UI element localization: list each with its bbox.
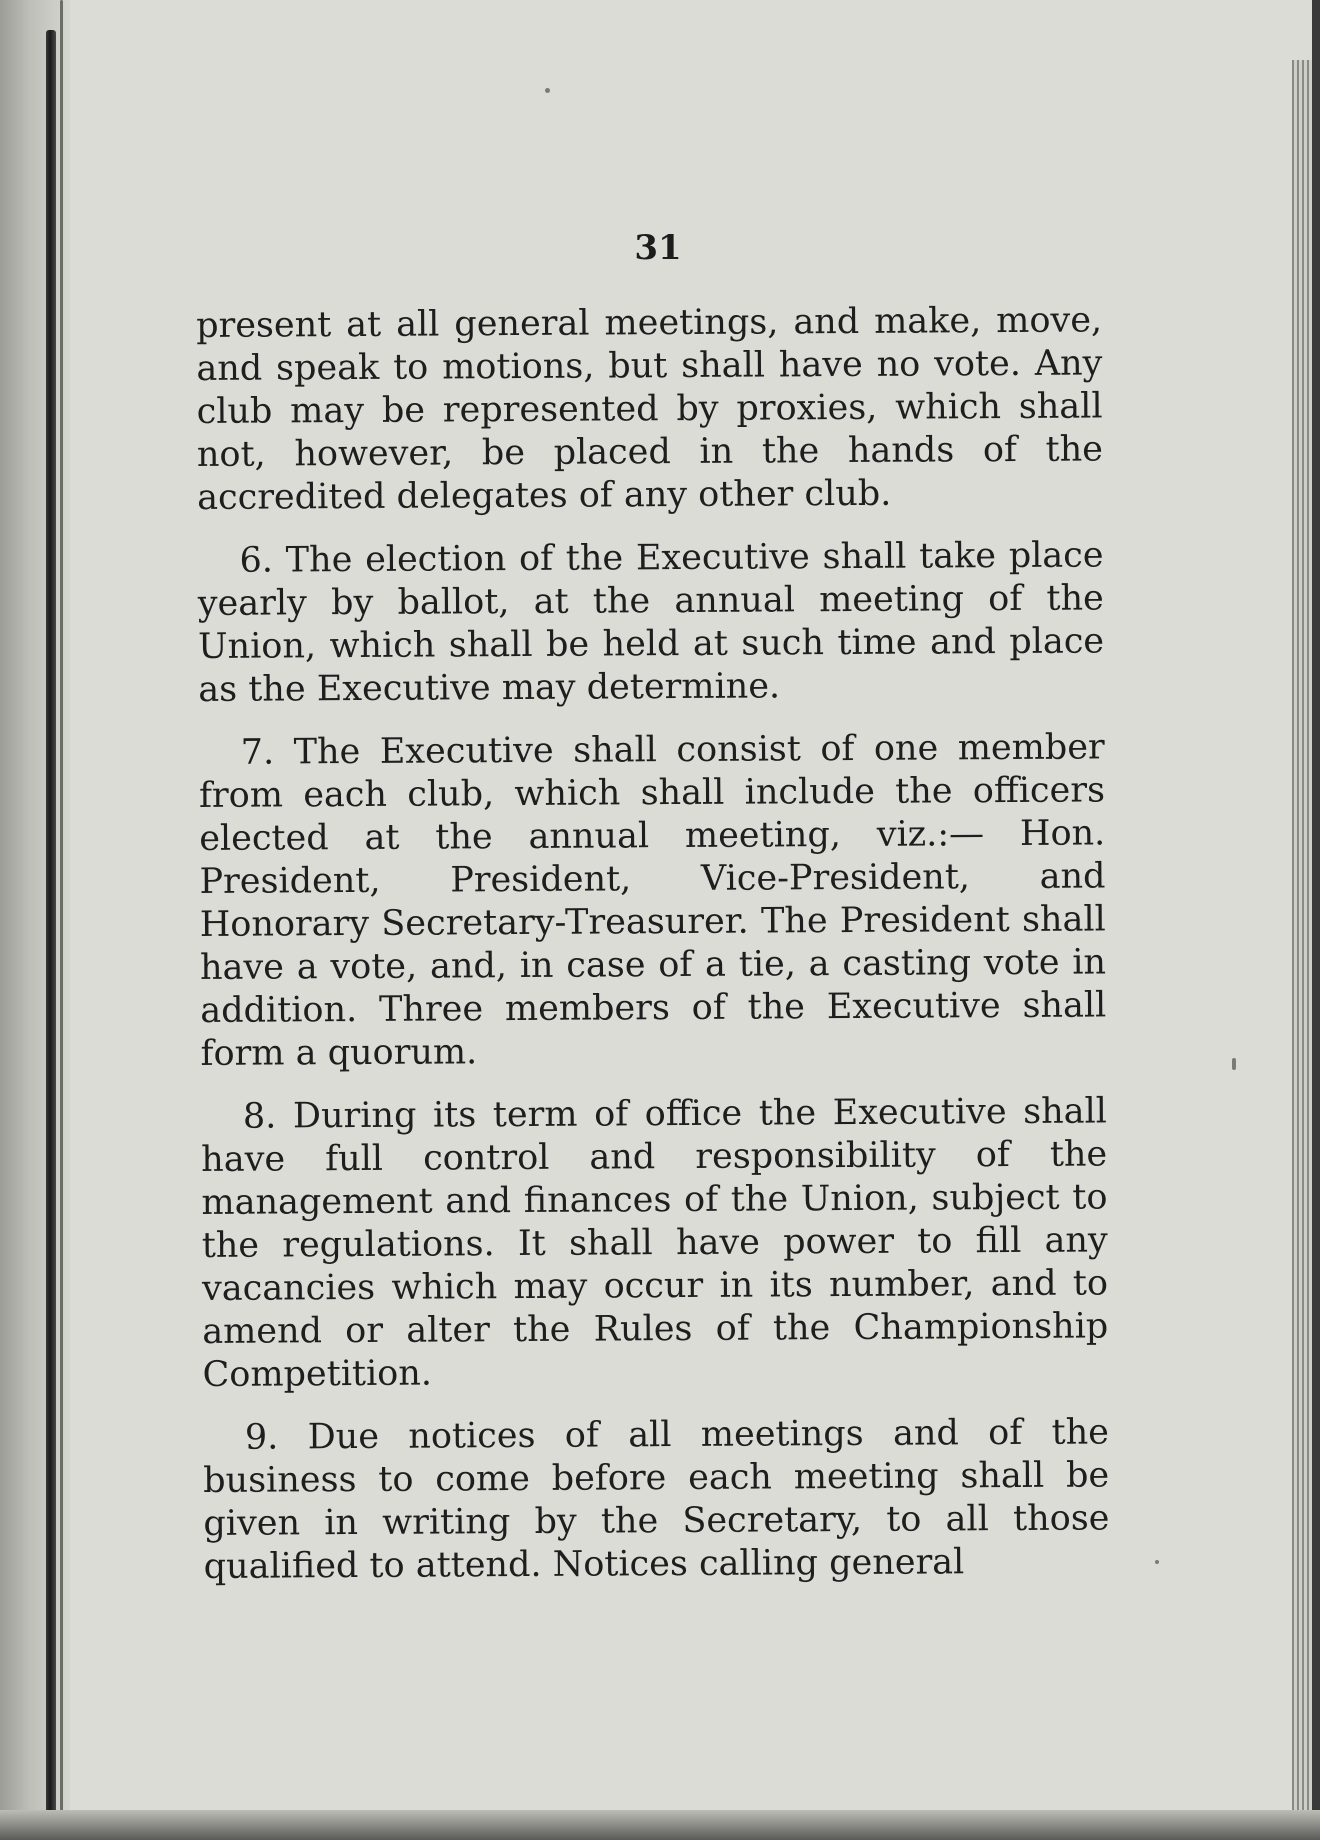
spine-crease	[60, 0, 63, 1840]
bottom-shadow	[0, 1810, 1320, 1840]
dust-speck	[1232, 1058, 1236, 1070]
body-text	[196, 299, 1110, 1609]
paragraph-rule-7: 7. The Executive shall consist of one member from each club, which shall include the officers elected at the annual meeting, viz.:— Hon. President, President, Vice-President, and Honorary Secretary-Treasurer. The President shall have a vote, and, in case of a tie, a casting vote in addition. Three members of the Executive shall form a quorum.	[198, 727, 1107, 1074]
paragraph-rule-6: 6. The election of the Executive shall take place yearly by ballot, at the annual meeting of the Union, which shall be held at such time and place as the Executive may determine.	[197, 535, 1105, 710]
paragraph-rule-8: 8. During its term of office the Executive shall have full control and responsibility of the management and finances of the Union, subject to the regulations. It shall have power to fill any vacancies which may occur in its number, and to amend or alter the Rules of the Championship Competition.	[201, 1091, 1109, 1395]
dust-speck	[545, 88, 550, 93]
dust-speck	[1155, 1560, 1159, 1564]
paragraph-rule-9: 9. Due notices of all meetings and of the business to come before each meeting shall be given in writing by the Secretary, to all those qualified to attend. Notices calling general	[203, 1412, 1110, 1587]
paragraph-continued: present at all general meetings, and make, move, and speak to motions, but shall have no vote. Any club may be represented by proxies, which shall not, however, be placed in the hands of the accredited delegates of any other club.	[196, 300, 1104, 518]
page-number: 31	[634, 228, 682, 268]
book-spine-edge	[46, 30, 56, 1840]
page-edge-shadow	[1312, 0, 1320, 1840]
